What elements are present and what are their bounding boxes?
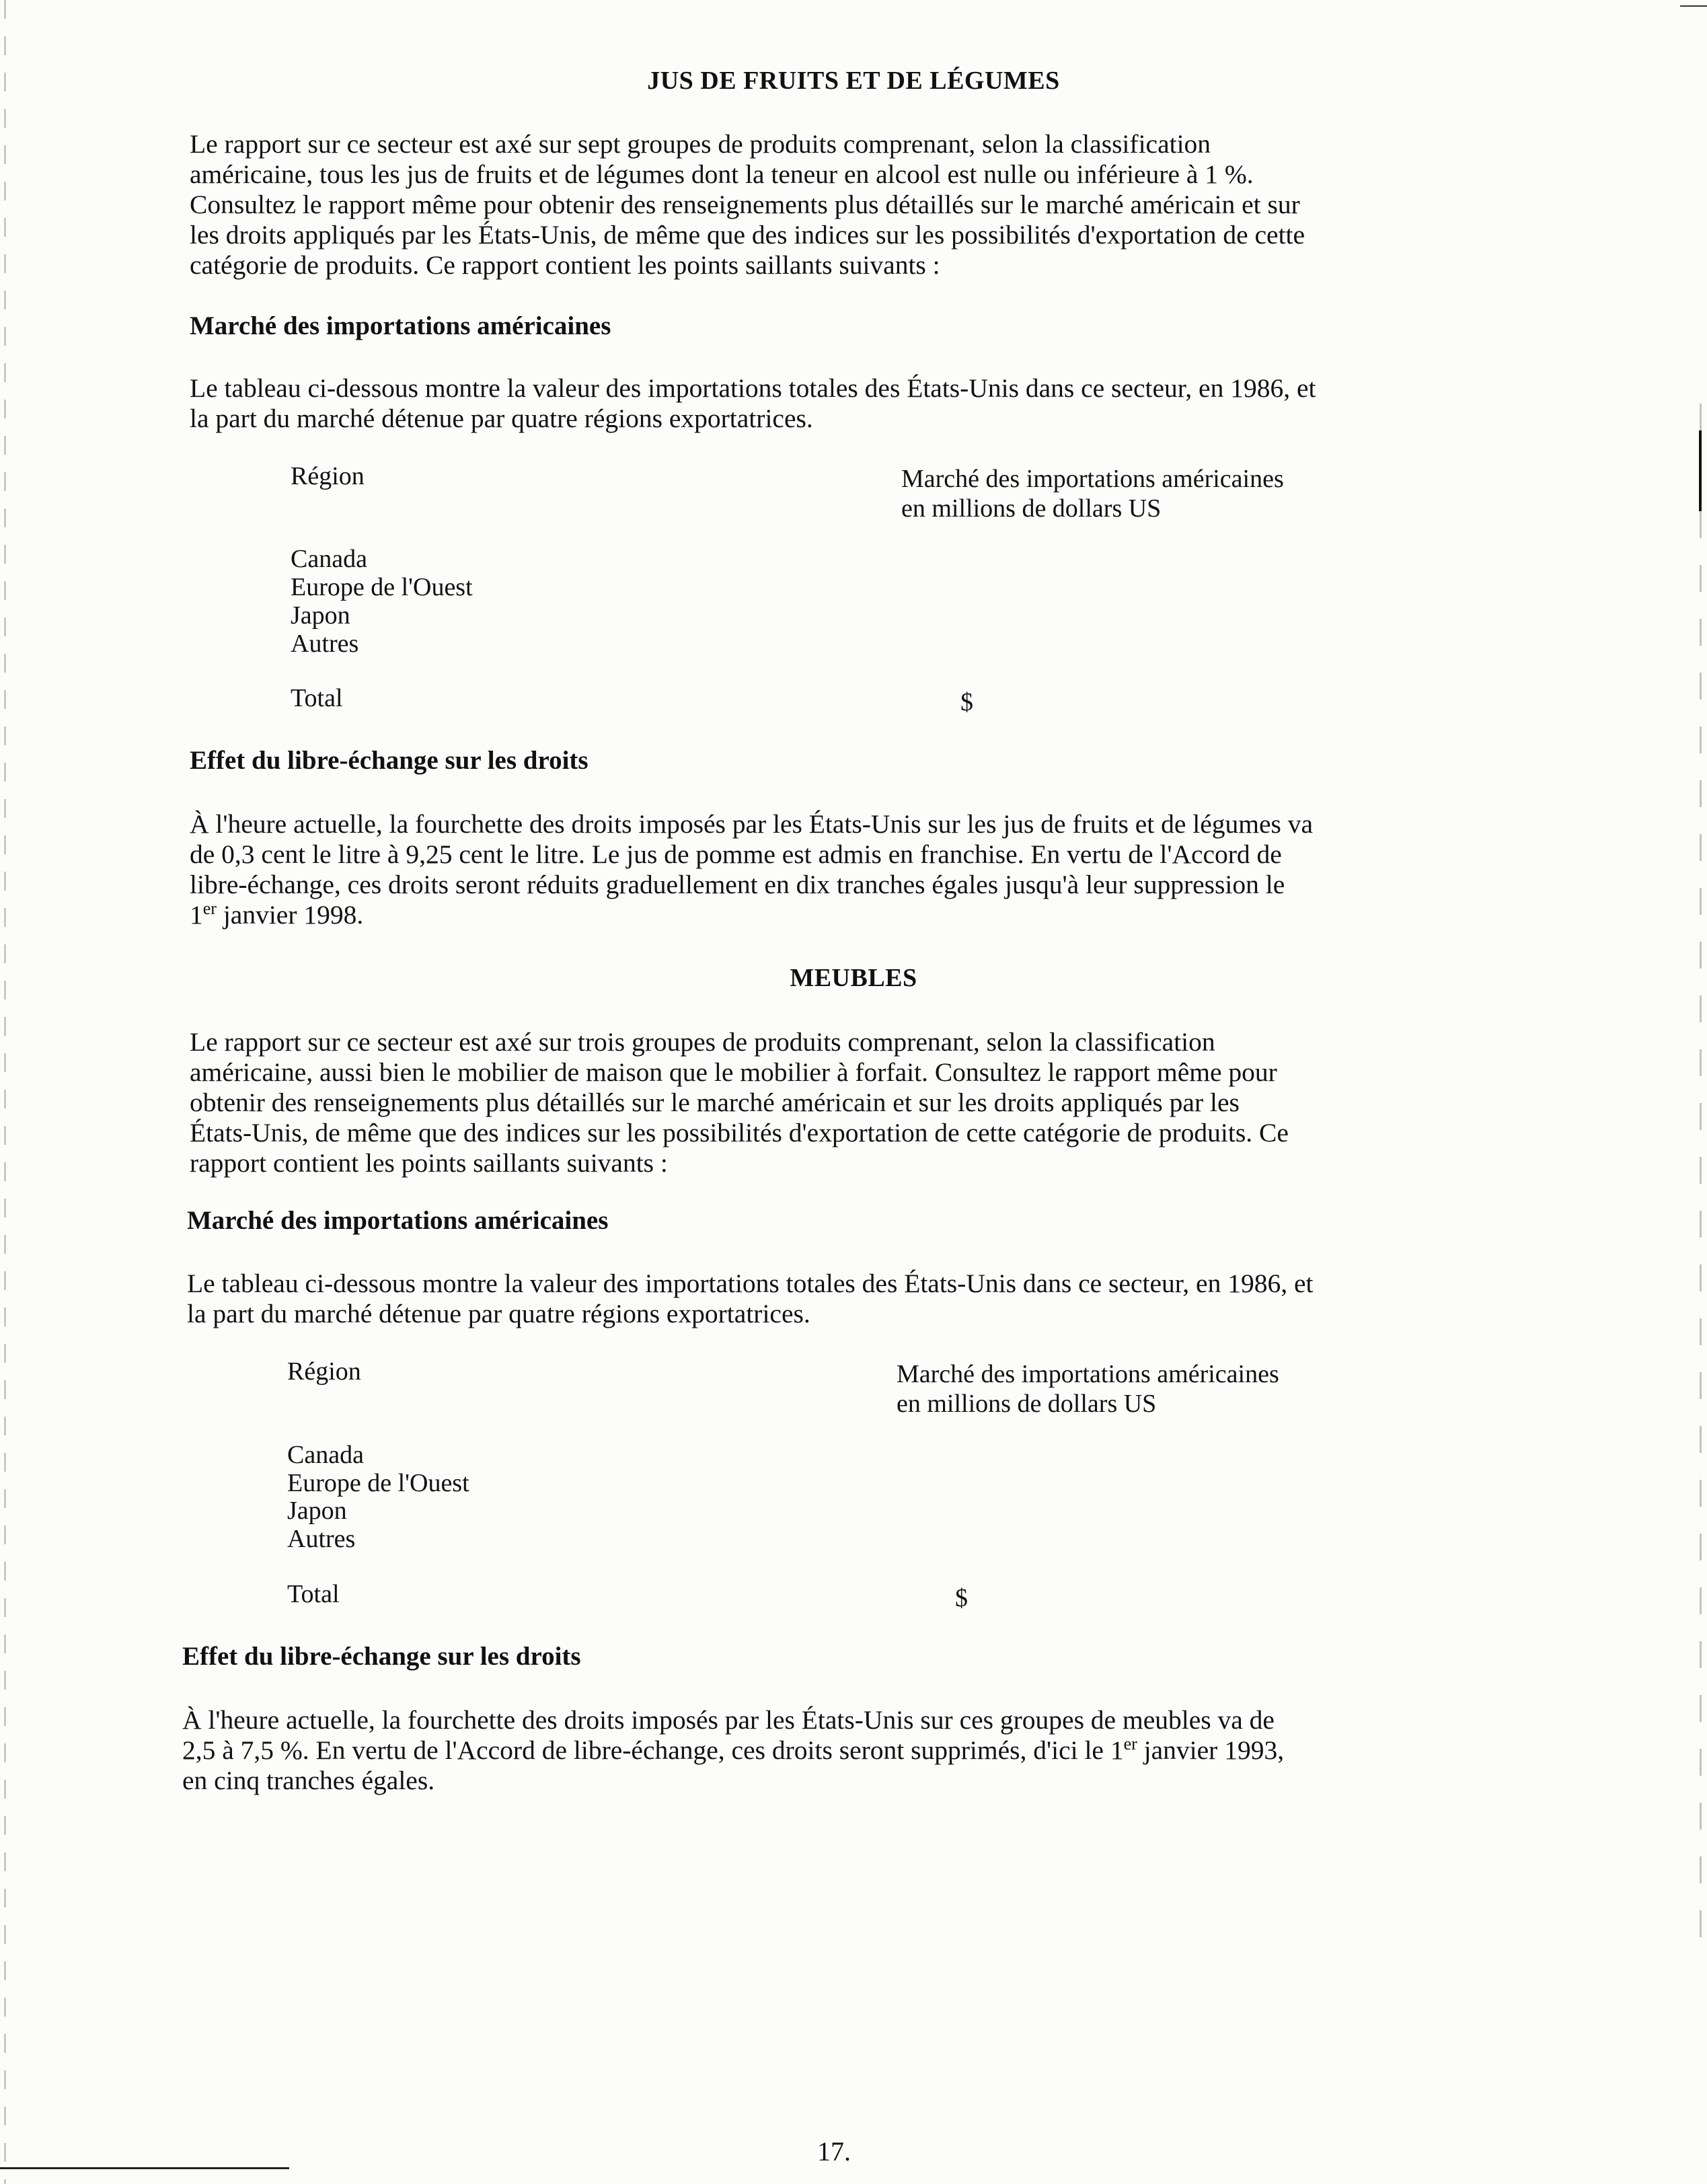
text-line: de 0,3 cent le litre à 9,25 cent le litre. Le jus de pomme est admis en franchise. En vertu de l'Accord de (190, 839, 1282, 869)
subheading: Marché des importations américaines (190, 311, 611, 340)
scan-mark (0, 2167, 289, 2169)
table-row-region: Canada (291, 545, 367, 573)
market-paragraph (190, 373, 1316, 434)
text-line: catégorie de produits. Ce rapport contient les points saillants suivants : (190, 250, 940, 280)
text-line: américaine, aussi bien le mobilier de maison que le mobilier à forfait. Consultez le rapport même pour (190, 1057, 1277, 1087)
table-row-region: Japon (291, 601, 350, 630)
text-line: américaine, tous les jus de fruits et de légumes dont la teneur en alcool est nulle ou inférieure à 1 %. (190, 159, 1254, 189)
text-line: États-Unis, de même que des indices sur les possibilités d'exportation de cette catégorie de produits. Ce (190, 1118, 1289, 1147)
effect-paragraph (190, 809, 1313, 930)
effect-paragraph (182, 1705, 1284, 1796)
text-line: les droits appliqués par les États-Unis, de même que des indices sur les possibilités d'exportation de cette (190, 220, 1305, 250)
col-header-value: en millions de dollars US (897, 1390, 1157, 1418)
text-line: rapport contient les points saillants suivants : (190, 1148, 668, 1178)
table-row-region: Europe de l'Ouest (291, 573, 473, 601)
table-total-label: Total (287, 1580, 340, 1608)
col-header-market: Marché des importations américaines (897, 1360, 1279, 1388)
subheading: Marché des importations américaines (187, 1206, 609, 1235)
text-line: Le tableau ci-dessous montre la valeur des importations totales des États-Unis dans ce secteur, en 1986, et (187, 1269, 1314, 1298)
text-line: 2,5 à 7,5 %. En vertu de l'Accord de libre-échange, ces droits seront supprimés, d'ici le 1er janvier 1993, (182, 1734, 1285, 1765)
col-header-market: Marché des importations américaines (901, 465, 1284, 493)
text-line: la part du marché détenue par quatre régions exportatrices. (187, 1299, 810, 1328)
col-header-value: en millions de dollars US (901, 494, 1162, 523)
text-line: Le rapport sur ce secteur est axé sur trois groupes de produits comprenant, selon la classification (190, 1027, 1215, 1057)
text-line: 1er janvier 1998. (190, 899, 364, 930)
table-row-region: Japon (287, 1497, 347, 1525)
scan-mark (1699, 430, 1702, 511)
section-title: MEUBLES (790, 964, 917, 992)
subheading: Effet du libre-échange sur les droits (182, 1642, 581, 1671)
table-row-region: Europe de l'Ouest (287, 1469, 469, 1497)
text-line: À l'heure actuelle, la fourchette des droits imposés par les États-Unis sur ces groupes de meubles va de (182, 1705, 1275, 1735)
subheading: Effet du libre-échange sur les droits (190, 746, 589, 775)
col-header-region: Région (287, 1357, 361, 1386)
scan-edge (1700, 404, 1702, 1951)
scan-mark (1680, 5, 1707, 7)
text-line: obtenir des renseignements plus détaillés sur le marché américain et sur les droits appliqués par les (190, 1088, 1240, 1117)
section-title: JUS DE FRUITS ET DE LÉGUMES (647, 67, 1060, 95)
market-paragraph (187, 1269, 1313, 1329)
text-line: Le rapport sur ce secteur est axé sur sept groupes de produits comprenant, selon la classification (190, 129, 1211, 159)
intro-paragraph (190, 1027, 1289, 1178)
table-total-currency: $ (955, 1584, 968, 1612)
text-line: Le tableau ci-dessous montre la valeur des importations totales des États-Unis dans ce secteur, en 1986, et (190, 373, 1316, 403)
scan-edge (4, 0, 6, 2184)
intro-paragraph (190, 129, 1305, 280)
col-header-region: Région (291, 462, 365, 490)
text-line: libre-échange, ces droits seront réduits graduellement en dix tranches égales jusqu'à leur suppression le (190, 870, 1285, 899)
text-line: en cinq tranches égales. (182, 1766, 435, 1795)
text-line: Consultez le rapport même pour obtenir des renseignements plus détaillés sur le marché américain et sur (190, 190, 1300, 219)
text-line: À l'heure actuelle, la fourchette des droits imposés par les États-Unis sur les jus de fruits et de légumes va (190, 809, 1314, 839)
table-row-region: Canada (287, 1441, 364, 1469)
table-total-currency: $ (960, 688, 973, 716)
page-number: 17. (817, 2136, 851, 2167)
table-total-label: Total (291, 684, 343, 712)
table-row-region: Autres (287, 1525, 356, 1553)
text-line: la part du marché détenue par quatre régions exportatrices. (190, 404, 813, 433)
table-row-region: Autres (291, 630, 359, 658)
